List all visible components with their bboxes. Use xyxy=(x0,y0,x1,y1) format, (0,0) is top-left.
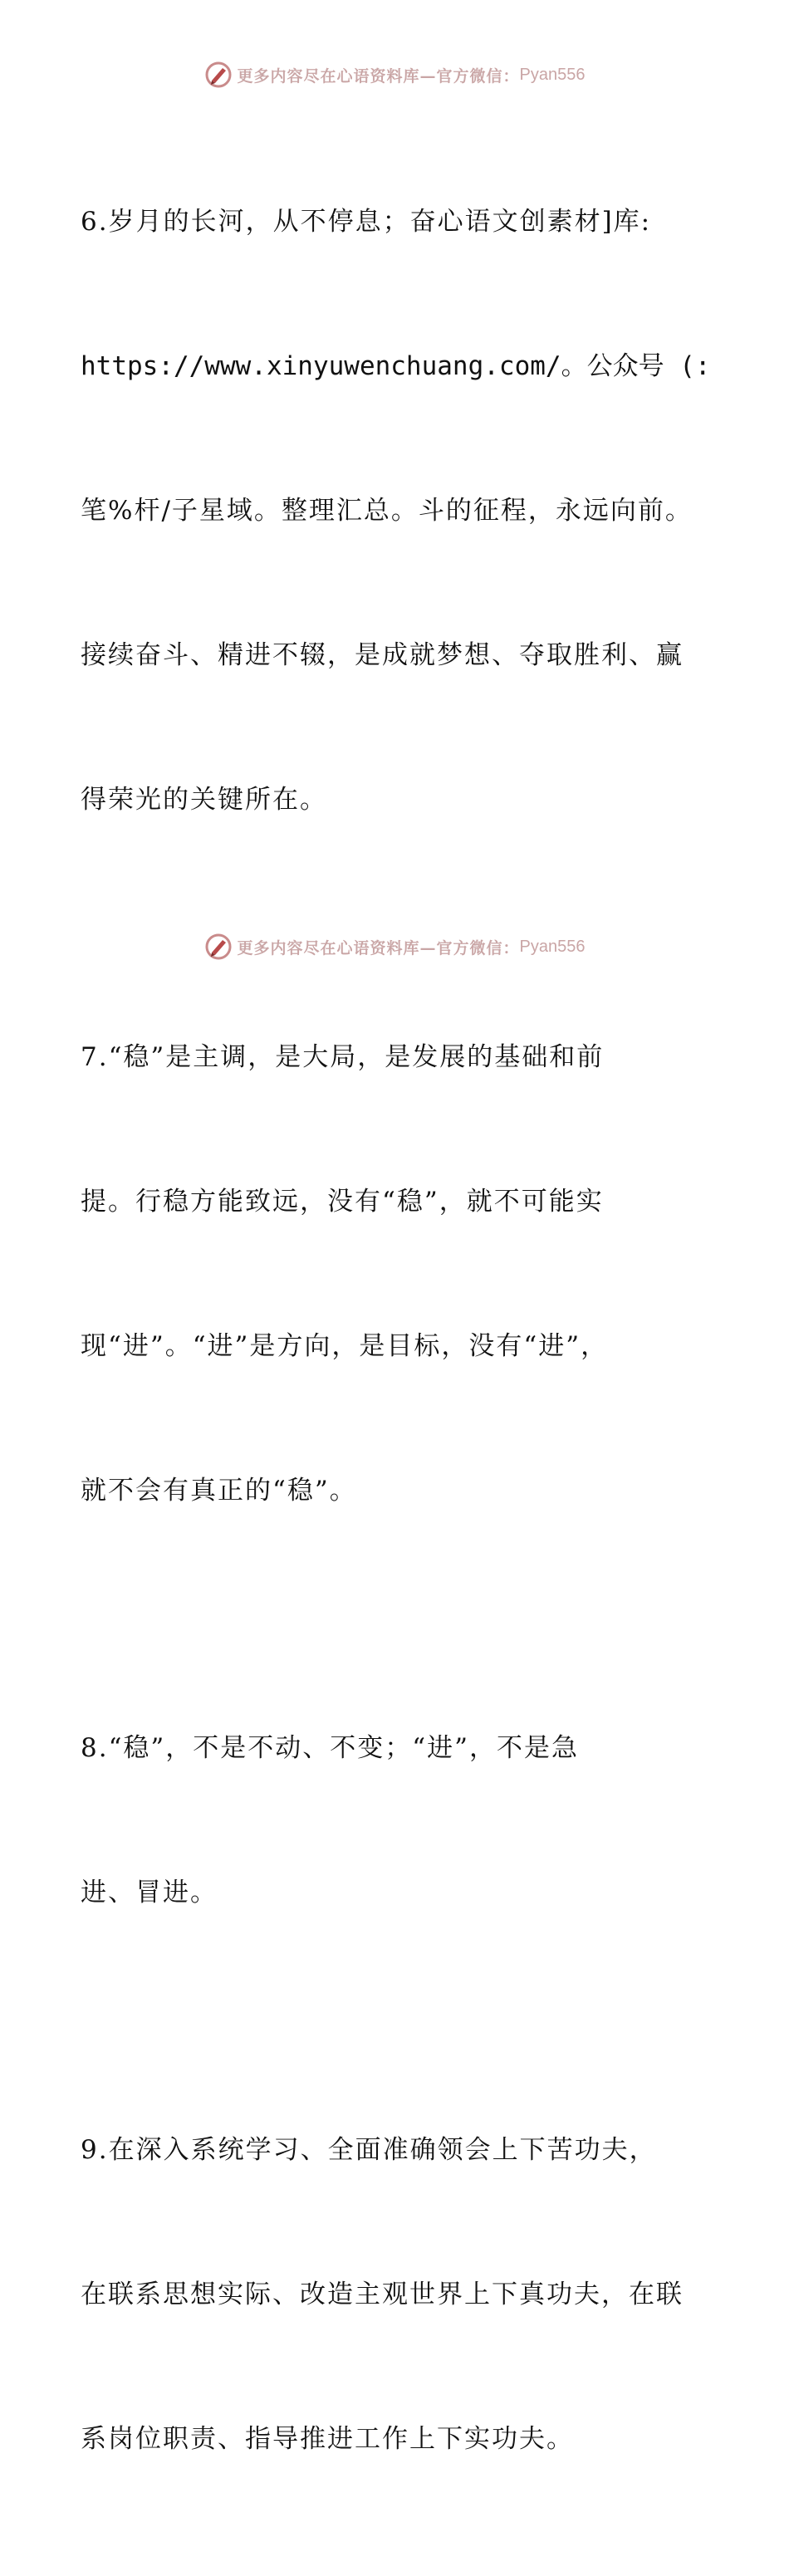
text-line: 现“进”。“进”是方向，是目标，没有“进”， xyxy=(81,1331,609,1361)
text-line: 接续奋斗、精进不辍，是成就梦想、夺取胜利、赢 xyxy=(81,640,684,670)
paragraph-6 xyxy=(81,101,720,920)
text-line: 8.“稳”，不是不动、不变；“进”，不是急 xyxy=(81,1733,579,1763)
text-line: 笔%杆/子星域。整理汇总。斗的征程，永远向前。 xyxy=(81,496,693,526)
paragraph-7 xyxy=(81,937,720,1611)
paragraph-8 xyxy=(81,1628,720,2013)
document-body xyxy=(81,101,720,2576)
text-line: 7.“稳”是主调，是大局，是发展的基础和前 xyxy=(81,1042,605,1072)
watermark-wechat-id: Pyan556 xyxy=(519,937,586,956)
pen-logo-icon xyxy=(204,61,233,89)
text-line: 进、冒进。 xyxy=(81,1878,218,1908)
watermark-text: 更多内容尽在心语资料库—官方微信： xyxy=(237,66,520,86)
paragraph-9 xyxy=(81,2030,720,2559)
text-line: 提。行稳方能致远，没有“稳”，就不可能实 xyxy=(81,1187,604,1217)
url-line: https://www.xinyuwenchuang.com/。公众号 (: xyxy=(81,351,711,381)
text-line: 就不会有真正的“稳”。 xyxy=(81,1476,357,1506)
watermark-text: 更多内容尽在心语资料库—官方微信： xyxy=(237,938,520,957)
watermark-wechat-id: Pyan556 xyxy=(519,65,586,84)
text-line: 9.在深入系统学习、全面准确领会上下苦功夫， xyxy=(81,2135,657,2165)
pen-logo-icon xyxy=(204,933,233,961)
text-line: 得荣光的关键所在。 xyxy=(81,785,327,815)
footer-watermark xyxy=(0,930,789,963)
text-line: 6.岁月的长河，从不停息；奋心语文创素材]库: xyxy=(81,207,652,237)
header-watermark xyxy=(0,58,789,91)
text-line: 系岗位职责、指导推进工作上下实功夫。 xyxy=(81,2424,574,2454)
text-line: 在联系思想实际、改造主观世界上下真功夫，在联 xyxy=(81,2280,684,2309)
